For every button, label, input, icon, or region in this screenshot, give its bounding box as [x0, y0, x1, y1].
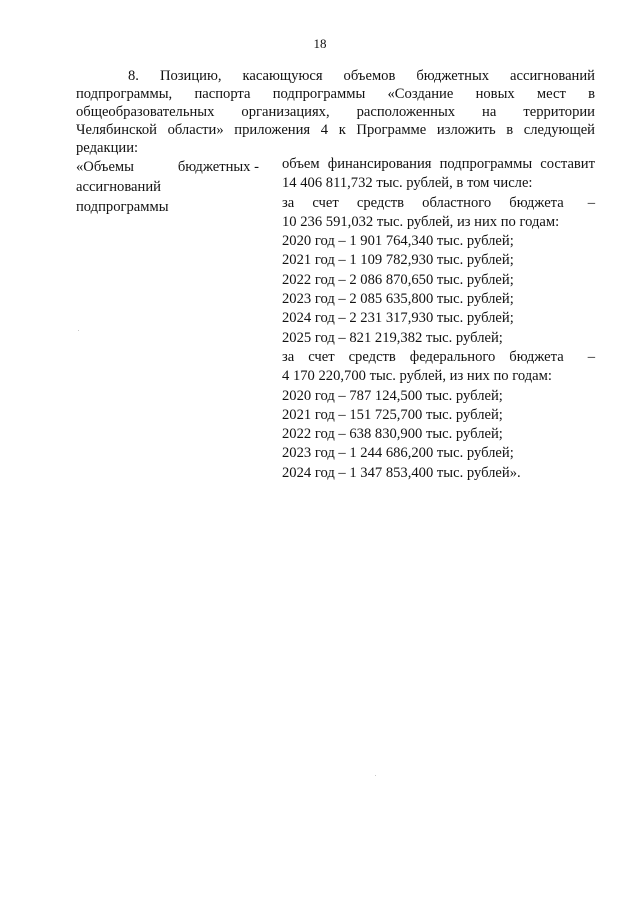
regional-budget-dash: – [587, 194, 595, 211]
label-word: «Объемы [76, 159, 134, 175]
regional-year-line: 2022 год – 2 086 870,650 тыс. рублей; [282, 271, 514, 288]
total-line: объем финансирования подпрограммы составит [282, 156, 595, 172]
intro-line: Челябинской области» приложения 4 к Программе изложить в следующей [76, 122, 595, 138]
table-label-cell [76, 157, 259, 217]
regional-budget-total: 10 236 591,032 тыс. рублей, из них по годам: [282, 213, 560, 230]
federal-year-line: 2024 год – 1 347 853,400 тыс. рублей». [282, 464, 521, 481]
federal-budget-total: 4 170 220,700 тыс. рублей, из них по годам: [282, 368, 552, 385]
regional-year-line: 2020 год – 1 901 764,340 тыс. рублей; [282, 233, 514, 250]
label-word: бюджетных - [177, 159, 259, 175]
federal-year-line: 2021 год – 151 725,700 тыс. рублей; [282, 406, 503, 423]
federal-budget-dash: – [587, 348, 595, 365]
federal-budget-heading [282, 348, 595, 367]
intro-line: 8. Позицию, касающуюся объемов бюджетных ассигнований [128, 68, 595, 84]
table-value-cell [282, 155, 595, 483]
scan-speck [78, 330, 79, 331]
federal-year-line: 2023 год – 1 244 686,200 тыс. рублей; [282, 445, 514, 462]
regional-year-line: 2021 год – 1 109 782,930 тыс. рублей; [282, 252, 514, 269]
intro-line: редакции: [76, 140, 139, 156]
federal-year-line: 2020 год – 787 124,500 тыс. рублей; [282, 387, 503, 404]
regional-budget-heading [282, 194, 595, 213]
federal-year-line: 2022 год – 638 830,900 тыс. рублей; [282, 426, 503, 443]
intro-paragraph [76, 67, 595, 157]
intro-line: подпрограммы, паспорта подпрограммы «Создание новых мест в [76, 86, 595, 102]
total-line: 14 406 811,732 тыс. рублей, в том числе: [282, 175, 533, 192]
regional-year-line: 2023 год – 2 085 635,800 тыс. рублей; [282, 291, 514, 308]
regional-year-line: 2024 год – 2 231 317,930 тыс. рублей; [282, 310, 514, 327]
label-line [76, 157, 259, 177]
federal-budget-label: за счет средств федерального бюджета [282, 348, 564, 365]
page-number: 18 [313, 36, 327, 51]
regional-year-line: 2025 год – 821 219,382 тыс. рублей; [282, 329, 503, 346]
scan-speck [375, 775, 376, 776]
intro-line: общеобразовательных организациях, расположенных на территории [76, 104, 595, 120]
regional-budget-label: за счет средств областного бюджета [282, 194, 564, 211]
label-line: ассигнований [76, 179, 161, 195]
label-line: подпрограммы [76, 199, 169, 215]
